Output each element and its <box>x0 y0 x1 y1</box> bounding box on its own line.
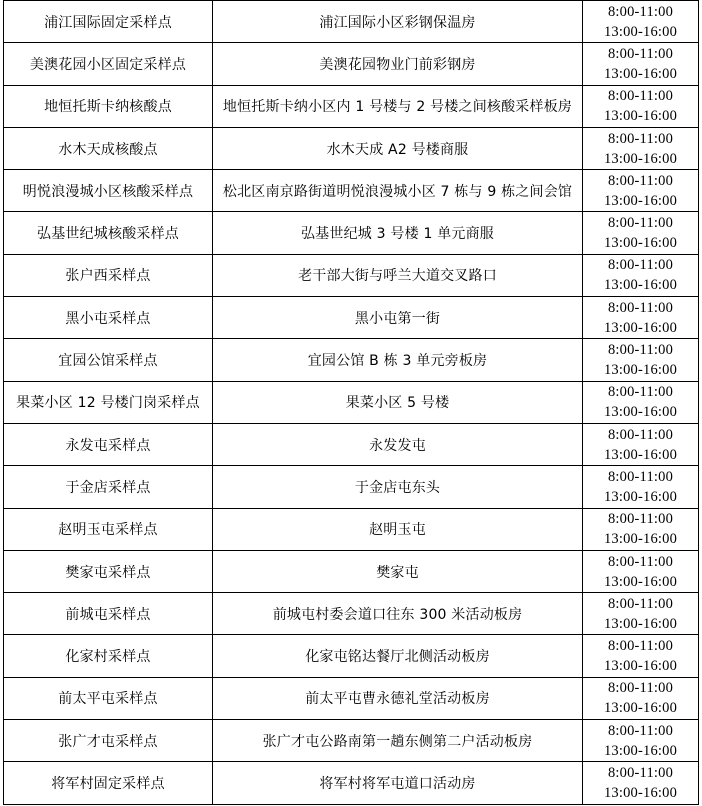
site-location-cell: 水木天成 A2 号楼商服 <box>213 127 583 169</box>
table-row <box>4 677 699 719</box>
site-name-cell: 宜园公馆采样点 <box>4 339 213 381</box>
afternoon-hours: 13:00-16:00 <box>603 362 678 379</box>
table-row <box>4 381 699 423</box>
site-name-cell: 于金店采样点 <box>4 466 213 508</box>
table-row <box>4 212 699 254</box>
table-row <box>4 127 699 169</box>
table-row <box>4 635 699 677</box>
site-location-cell: 宜园公馆 B 栋 3 单元旁板房 <box>213 339 583 381</box>
sampling-hours-cell <box>583 508 699 550</box>
site-name-cell: 黑小屯采样点 <box>4 297 213 339</box>
site-location-cell: 弘基世纪城 3 号楼 1 单元商服 <box>213 212 583 254</box>
table-body <box>4 1 699 805</box>
morning-hours: 8:00-11:00 <box>607 722 674 739</box>
site-name-cell: 将军村固定采样点 <box>4 762 213 804</box>
morning-hours: 8:00-11:00 <box>607 215 674 232</box>
site-location-cell: 于金店屯东头 <box>213 466 583 508</box>
sampling-hours-cell <box>583 762 699 804</box>
sampling-hours-cell <box>583 212 699 254</box>
site-location-cell: 浦江国际小区彩钢保温房 <box>213 1 583 43</box>
table-row <box>4 1 699 43</box>
sampling-hours-cell <box>583 339 699 381</box>
site-name-cell: 化家村采样点 <box>4 635 213 677</box>
site-name-cell: 樊家屯采样点 <box>4 550 213 592</box>
site-location-cell: 松北区南京路街道明悦浪漫城小区 7 栋与 9 栋之间会馆 <box>213 170 583 212</box>
afternoon-hours: 13:00-16:00 <box>603 446 678 463</box>
site-name-cell: 前太平屯采样点 <box>4 677 213 719</box>
site-name-cell: 地恒托斯卡纳核酸点 <box>4 85 213 127</box>
afternoon-hours: 13:00-16:00 <box>603 319 678 336</box>
morning-hours: 8:00-11:00 <box>607 764 674 781</box>
afternoon-hours: 13:00-16:00 <box>603 531 678 548</box>
morning-hours: 8:00-11:00 <box>607 680 674 697</box>
morning-hours: 8:00-11:00 <box>607 172 674 189</box>
sampling-hours-cell <box>583 1 699 43</box>
site-location-cell: 果菜小区 5 号楼 <box>213 381 583 423</box>
site-location-cell: 赵明玉屯 <box>213 508 583 550</box>
site-name-cell: 浦江国际固定采样点 <box>4 1 213 43</box>
site-location-cell: 张广才屯公路南第一趟东侧第二户活动板房 <box>213 720 583 762</box>
table-row <box>4 508 699 550</box>
site-name-cell: 美澳花园小区固定采样点 <box>4 43 213 85</box>
morning-hours: 8:00-11:00 <box>607 299 674 316</box>
site-name-cell: 明悦浪漫城小区核酸采样点 <box>4 170 213 212</box>
table-row <box>4 297 699 339</box>
site-location-cell: 美澳花园物业门前彩钢房 <box>213 43 583 85</box>
sampling-hours-cell <box>583 381 699 423</box>
afternoon-hours: 13:00-16:00 <box>603 404 678 421</box>
sampling-hours-cell <box>583 466 699 508</box>
afternoon-hours: 13:00-16:00 <box>603 150 678 167</box>
site-location-cell: 黑小屯第一街 <box>213 297 583 339</box>
site-name-cell: 弘基世纪城核酸采样点 <box>4 212 213 254</box>
morning-hours: 8:00-11:00 <box>607 426 674 443</box>
morning-hours: 8:00-11:00 <box>607 638 674 655</box>
afternoon-hours: 13:00-16:00 <box>603 277 678 294</box>
site-name-cell: 张户西采样点 <box>4 254 213 296</box>
site-location-cell: 地恒托斯卡纳小区内 1 号楼与 2 号楼之间核酸采样板房 <box>213 85 583 127</box>
morning-hours: 8:00-11:00 <box>607 88 674 105</box>
site-location-cell: 将军村将军屯道口活动房 <box>213 762 583 804</box>
morning-hours: 8:00-11:00 <box>607 553 674 570</box>
site-name-cell: 永发屯采样点 <box>4 423 213 465</box>
site-name-cell: 前城屯采样点 <box>4 593 213 635</box>
afternoon-hours: 13:00-16:00 <box>603 23 678 40</box>
table-row <box>4 550 699 592</box>
site-location-cell: 前太平屯曹永德礼堂活动板房 <box>213 677 583 719</box>
table-row <box>4 170 699 212</box>
sampling-hours-cell <box>583 550 699 592</box>
afternoon-hours: 13:00-16:00 <box>603 658 678 675</box>
morning-hours: 8:00-11:00 <box>607 45 674 62</box>
sampling-hours-cell <box>583 297 699 339</box>
afternoon-hours: 13:00-16:00 <box>603 235 678 252</box>
sampling-hours-cell <box>583 635 699 677</box>
table-row <box>4 466 699 508</box>
sampling-points-table <box>3 0 699 805</box>
afternoon-hours: 13:00-16:00 <box>603 488 678 505</box>
afternoon-hours: 13:00-16:00 <box>603 742 678 759</box>
afternoon-hours: 13:00-16:00 <box>603 784 678 801</box>
table-row <box>4 720 699 762</box>
sampling-hours-cell <box>583 85 699 127</box>
afternoon-hours: 13:00-16:00 <box>603 108 678 125</box>
site-location-cell: 永发发屯 <box>213 423 583 465</box>
sampling-hours-cell <box>583 254 699 296</box>
site-name-cell: 张广才屯采样点 <box>4 720 213 762</box>
afternoon-hours: 13:00-16:00 <box>603 573 678 590</box>
site-name-cell: 赵明玉屯采样点 <box>4 508 213 550</box>
table-row <box>4 423 699 465</box>
morning-hours: 8:00-11:00 <box>607 3 674 20</box>
afternoon-hours: 13:00-16:00 <box>603 700 678 717</box>
morning-hours: 8:00-11:00 <box>607 342 674 359</box>
afternoon-hours: 13:00-16:00 <box>603 65 678 82</box>
morning-hours: 8:00-11:00 <box>607 257 674 274</box>
morning-hours: 8:00-11:00 <box>607 595 674 612</box>
sampling-hours-cell <box>583 720 699 762</box>
site-location-cell: 前城屯村委会道口往东 300 米活动板房 <box>213 593 583 635</box>
site-name-cell: 果菜小区 12 号楼门岗采样点 <box>4 381 213 423</box>
site-location-cell: 化家屯铭达餐厅北侧活动板房 <box>213 635 583 677</box>
table-row <box>4 43 699 85</box>
sampling-hours-cell <box>583 677 699 719</box>
afternoon-hours: 13:00-16:00 <box>603 615 678 632</box>
table-row <box>4 593 699 635</box>
sampling-hours-cell <box>583 423 699 465</box>
table-row <box>4 762 699 804</box>
site-location-cell: 樊家屯 <box>213 550 583 592</box>
sampling-hours-cell <box>583 127 699 169</box>
morning-hours: 8:00-11:00 <box>607 130 674 147</box>
sampling-hours-cell <box>583 43 699 85</box>
table-row <box>4 339 699 381</box>
morning-hours: 8:00-11:00 <box>607 511 674 528</box>
table-row <box>4 85 699 127</box>
sampling-hours-cell <box>583 593 699 635</box>
table-row <box>4 254 699 296</box>
site-location-cell: 老干部大街与呼兰大道交叉路口 <box>213 254 583 296</box>
sampling-hours-cell <box>583 170 699 212</box>
afternoon-hours: 13:00-16:00 <box>603 192 678 209</box>
morning-hours: 8:00-11:00 <box>607 384 674 401</box>
site-name-cell: 水木天成核酸点 <box>4 127 213 169</box>
morning-hours: 8:00-11:00 <box>607 468 674 485</box>
